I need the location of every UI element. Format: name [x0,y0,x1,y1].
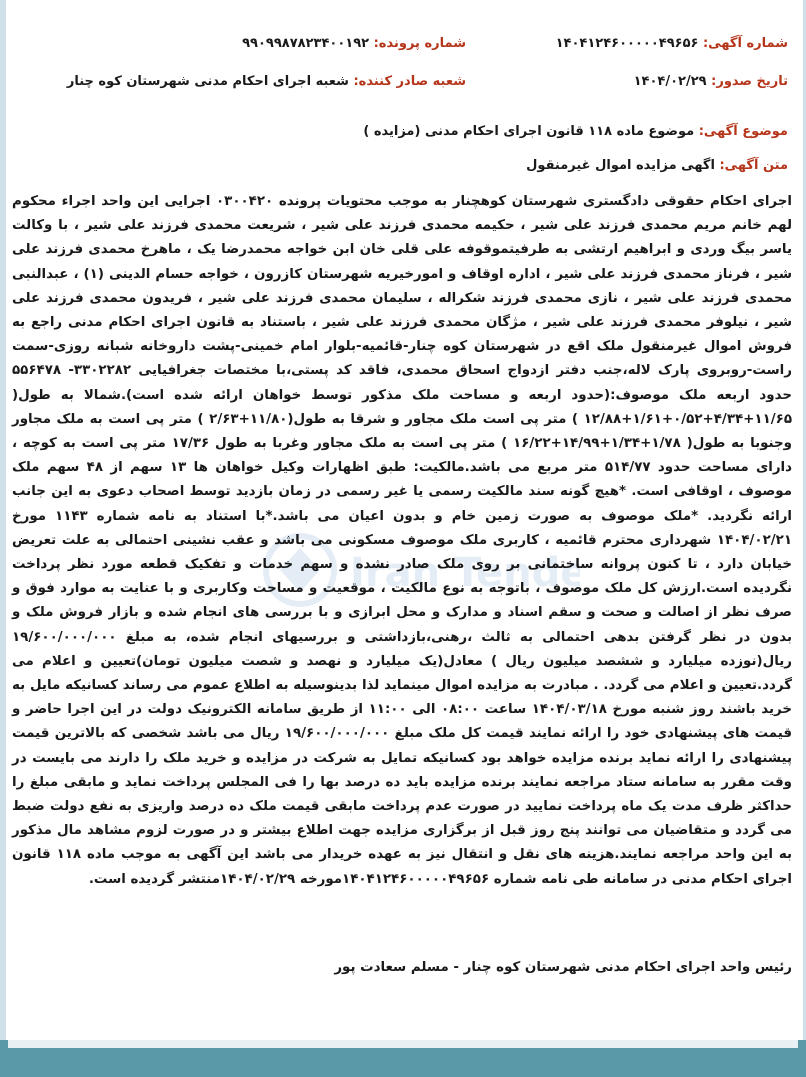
case-number-row [242,36,466,51]
notice-text-label: متن آگهی: [719,158,788,173]
issue-date: ۱۴۰۴/۰۲/۲۹ [633,74,707,89]
issue-date-label: تاریخ صدور: [711,74,788,89]
issuer-row [67,74,466,89]
issue-date-row [634,74,788,89]
case-number-label: شماره پرونده: [373,36,466,51]
issuer-label: شعبه صادر کننده: [353,74,466,89]
notice-number-row [556,36,788,51]
notice-number-label: شماره آگهی: [702,36,788,51]
signature-line: رئیس واحد اجرای احکام مدنی شهرستان کوه چنار - مسلم سعادت پور [334,960,792,975]
case-number: ۹۹۰۹۹۸۷۸۲۳۴۰۰۱۹۲ [242,36,370,51]
notice-number: ۱۴۰۴۱۲۴۶۰۰۰۰۰۴۹۶۵۶ [555,36,699,51]
bottom-bar [0,1040,806,1077]
subject-row [363,124,788,139]
subject-label: موضوع آگهی: [698,124,788,139]
notice-text-title: اگهی مزایده اموال غیرمنقول [526,158,715,173]
notice-body: اجرای احکام حقوقی دادگستری شهرستان کوهچنار به موجب محتویات پرونده ۰۳۰۰۴۲۰ اجرایی این واحد اجراء محکوم لهم خانم مریم محمدی فرزند علی شیر ، حکیمه محمدی فرزند علی شیر ، شریعت محمدی فرزند علی شیر ، با وکالت یاسر بیگ وردی و ابراهیم ارتشی به طرفیتموقوفه علی قلی خان ابن خواجه محمدرضا یک ، ماهرخ محمدی فرزند علی شیر ، فرناز محمدی فرزند علی شیر ، اداره اوقاف و امورخیریه شهرستان کازرون ، خواجه حسام الدینی (۱) ، عبدالنبی محمدی فرزند علی شیر ، نازی محمدی فرزند شکراله ، سلیمان محمدی فرزند علی شیر ، فریدون محمدی فرزند علی شیر ، نیلوفر محمدی فرزند علی شیر ، مژگان محمدی فرزند علی شیر ، باستناد به قانون اجرای احکام مدنی راجع به فروش اموال غیرمنقول ملک اقع در شهرستان کوه چنار-قائمیه-بلوار امام خمینی-پشت داروخانه شبانه روزی-سمت راست-روبروی پارک لاله،جنب دفتر ازدواج اسحاق محمدی، فاقد کد پستی،با مختصات جغرافیایی ۳۳۰۲۲۸۲- ۵۵۶۴۷۸ حدود اربعه ملک موصوف:(حدود اربعه و مساحت ملک مذکور توسط خواهان ارائه شده است).شمالا به طول( ۱۱/۶۵+۴/۳۴+۰/۵۲+۱/۶۱+۱۲/۸۸ ) متر پی است ملک مجاور و شرقا به طول(۱۱/۸۰+۲/۶۳ ) متر پی است به ملک مجاور وجنوبا به طول( ۱/۷۸+۱/۳۴+۱۴/۹۹+۱۶/۲۲ ) متر پی است به ملک مجاور وغربا به طول ۱۷/۳۶ متر پی است به کوچه ، دارای مساحت حدود ۵۱۴/۷۷ متر مربع می باشد.مالکیت: طبق اظهارات وکیل خواهان ها ۱۳ سهم از ۴۸ سهم ملک موصوف ، اوقافی است. *هیچ گونه سند مالکیت رسمی یا غیر رسمی در زمان بازدید توسط اصحاب دعوی به این جانب ارائه نگردید. *ملک موصوف به صورت زمین خام و بدون اعیان می باشد.*با استناد به نامه شماره ۱۱۴۳ مورخ ۱۴۰۴/۰۲/۲۱ شهرداری محترم قائمیه ، کاربری ملک موصوف مسکونی می باشد و عقب نشینی احتمالی به علت تعریض خیابان دارد ، تا کنون پروانه ساختمانی بر روی ملک صادر نشده و سهم خدمات و تفکیک قطعه مورد نظر پرداخت نگردیده است.ارزش کل ملک موصوف ، باتوجه به نوع مالکیت ، موقعیت و مساحت وکاربری و با عنایت به موارد فوق و صرف نظر از اصالت و صحت و سقم اسناد و مدارک و محل ابرازی و با بررسی های انجام شده و بازار فروش ملک و بدون در نظر گرفتن بدهی احتمالی به ثالث ،رهنی،بازداشتی و بررسیهای انجام شده، به مبلغ ۱۹/۶۰۰/۰۰۰/۰۰۰ ریال(نوزده میلیارد و ششصد میلیون ریال ) معادل(یک میلیارد و نهصد و شصت میلیون تومان)تعیین و اعلام می گردد.تعیین و اعلام می گردد. . مبادرت به مزایده اموال مینماید لذا بدینوسیله به اطلاع عموم می رساند کسانیکه مایل به خرید باشند روز شنبه مورخ ۱۴۰۴/۰۳/۱۸ ساعت ۰۸:۰۰ الی ۱۱:۰۰ از طریق سامانه الکترونیک دولت در این اجرا حاضر و قیمت های پیشنهادی خود را ارائه نمایند قیمت کل ملک مبلغ ۱۹/۶۰۰/۰۰۰/۰۰۰ ریال می باشد شخصی که بالاترین قیمت پیشنهادی را ارائه نماید برنده مزایده خواهد بود کسانیکه تمایل به شرکت در مزایده و خرید ملک را دارند می بایست در وقت مقرر به سامانه ستاد مراجعه نمایند برنده مزایده باید ده درصد بها را فی المجلس پرداخت نماید و مابقی مبلغ را حداکثر ظرف مدت یک ماه پرداخت نمایید در صورت عدم پرداخت مابقی قیمت ملک ده درصد واریزی به نفع دولت ضبط می گردد و متقاضیان می توانند پنج روز قبل از برگزاری مزایده جهت اطلاع بیشتر و در صورت لزوم مشاهد مال مذکور به این واحد مراجعه نمایند.هزینه های نقل و انتقال نیز به عهده خریدار می باشد این آگهی به موجب ماده ۱۱۸ قانون اجرای احکام مدنی در سامانه طی نامه شماره ۱۴۰۴۱۲۴۶۰۰۰۰۰۴۹۶۵۶مورخه ۱۴۰۴/۰۲/۲۹منتشر گردیده است. [12,194,793,887]
issuer-name: شعبه اجرای احکام مدنی شهرستان کوه چنار [66,74,349,89]
subject-value: موضوع ماده ۱۱۸ قانون اجرای احکام مدنی (مزایده ) [363,124,695,139]
bottom-bar-strip [8,1040,798,1048]
notice-text-row [526,158,788,173]
